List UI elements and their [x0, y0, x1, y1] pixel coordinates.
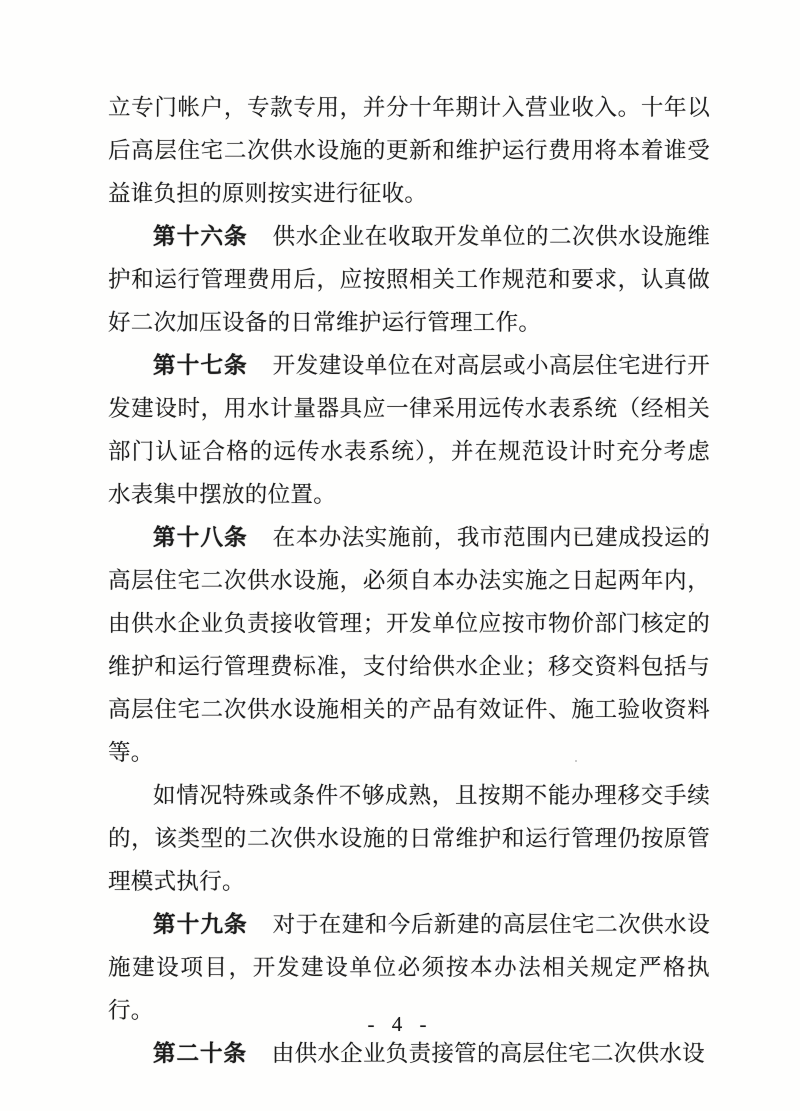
- document-body: [108, 86, 710, 1075]
- paragraph-article-20: [108, 1032, 710, 1075]
- article-number: 第二十条: [153, 1041, 248, 1066]
- page-number: - 4 -: [367, 1012, 433, 1036]
- article-number: 第十七条: [153, 353, 248, 378]
- paragraph-text: 由供水企业负责接管的高层住宅二次供水设: [271, 1041, 705, 1066]
- page-footer: [0, 1012, 800, 1037]
- article-number: 第十六条: [153, 224, 248, 249]
- scan-speck: [296, 492, 298, 495]
- paragraph-article-17: [108, 344, 710, 516]
- scan-speck: [701, 523, 704, 526]
- paragraph-continuation: [108, 86, 710, 215]
- paragraph-text: 立专门帐户，专款专用，并分十年期计入营业收入。十年以后高层住宅二次供水设施的更新和维护运行费用将本着谁受益谁负担的原则按实进行征收。: [108, 95, 710, 206]
- paragraph-article-16: [108, 215, 710, 344]
- article-number: 第十九条: [153, 912, 248, 937]
- paragraph-text: 供水企业在收取开发单位的二次供水设施维护和运行管理费用后，应按照相关工作规范和要求，认真做好二次加压设备的日常维护运行管理工作。: [108, 224, 710, 335]
- scan-speck: [648, 1041, 651, 1043]
- paragraph-exception: [108, 774, 710, 903]
- paragraph-text: 在本办法实施前，我市范围内已建成投运的高层住宅二次供水设施，必须自本办法实施之日起两年内，由供水企业负责接收管理；开发单位应按市物价部门核定的维护和运行管理费标准，支付给供水企业；移交资料包括与高层住宅二次供水设施相关的产品有效证件、施工验收资料等。: [108, 525, 710, 765]
- paragraph-article-18: [108, 516, 710, 774]
- scan-speck: [575, 760, 577, 762]
- article-number: 第十八条: [153, 525, 248, 550]
- paragraph-text: 开发建设单位在对高层或小高层住宅进行开发建设时，用水计量器具应一律采用远传水表系统（经相关部门认证合格的远传水表系统），并在规范设计时充分考虑水表集中摆放的位置。: [108, 353, 710, 507]
- paragraph-text: 对于在建和今后新建的高层住宅二次供水设施建设项目，开发建设单位必须按本办法相关规定严格执行。: [108, 912, 710, 1023]
- paragraph-text: 如情况特殊或条件不够成熟，且按期不能办理移交手续的，该类型的二次供水设施的日常维护和运行管理仍按原管理模式执行。: [108, 783, 710, 894]
